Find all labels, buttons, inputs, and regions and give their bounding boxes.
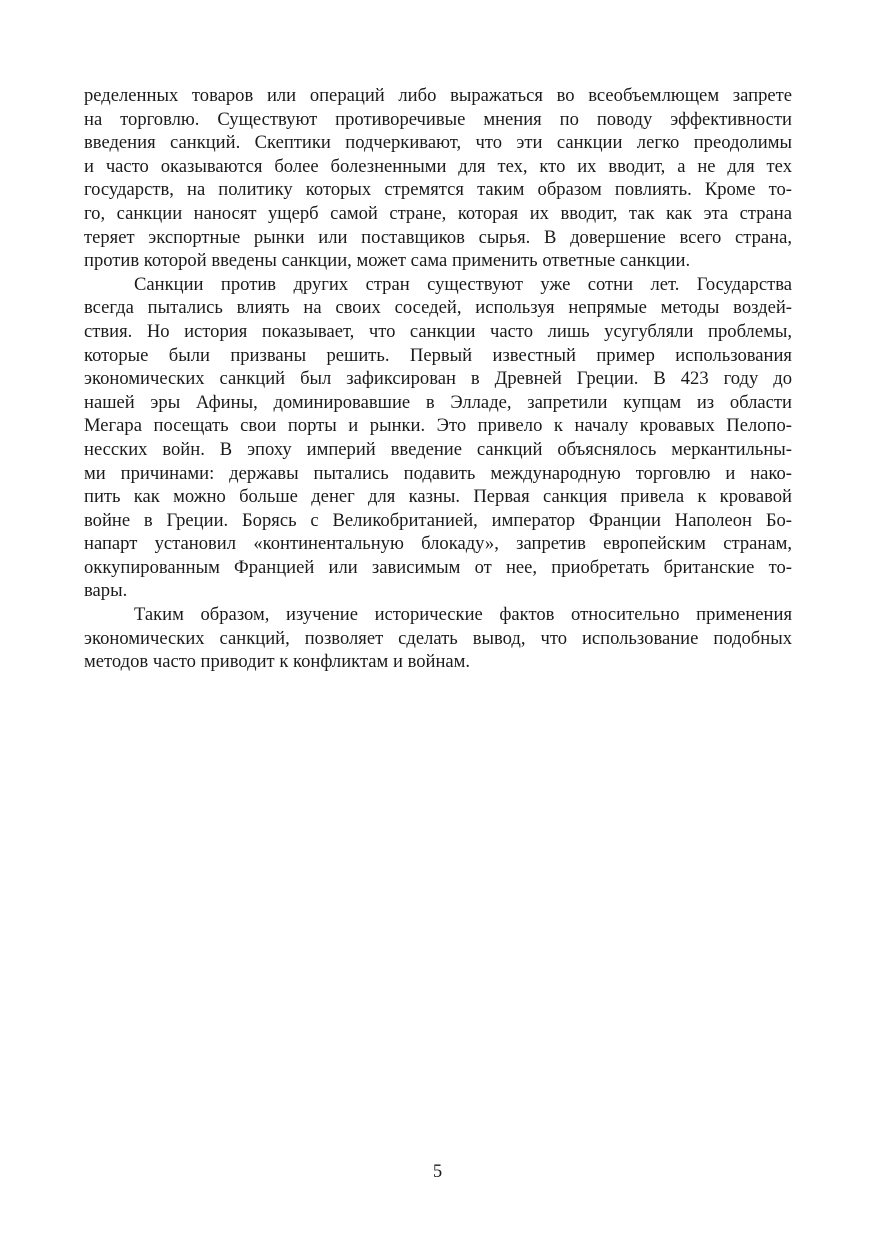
text-line: вары. [84, 580, 128, 602]
text-line: экономических санкций, позволяет сделать вывод, что использование подобных [84, 627, 792, 649]
text-line: введения санкций. Скептики подчеркивают, что эти санкции легко преодолимы [84, 132, 792, 154]
text-line: государств, на политику которых стремятся таким образом повлиять. Кроме то- [84, 179, 792, 201]
text-line: пить как можно больше денег для казны. Первая санкция привела к кровавой [84, 486, 792, 508]
text-line: Санкции против других стран существуют уже сотни лет. Государства [134, 273, 792, 295]
text-line: которые были призваны решить. Первый известный пример использования [84, 344, 792, 366]
text-line: напарт установил «континентальную блокаду», запретив европейским странам, [84, 533, 792, 555]
paragraph-1 [84, 84, 792, 273]
text-line: войне в Греции. Борясь с Великобританией, император Франции Наполеон Бо- [84, 509, 792, 531]
text-line: методов часто приводит к конфликтам и войнам. [84, 651, 471, 673]
text-line: и часто оказываются более болезненными для тех, кто их вводит, а не для тех [84, 155, 792, 177]
document-body [84, 84, 792, 674]
text-line: всегда пытались влиять на своих соседей, используя непрямые методы воздей- [84, 297, 792, 319]
text-line: оккупированным Францией или зависимым от нее, приобретать британские то- [84, 556, 792, 578]
text-line: на торговлю. Существуют противоречивые мнения по поводу эффективности [84, 108, 792, 130]
text-line: несских войн. В эпоху империй введение санкций объяснялось меркантильны- [84, 438, 792, 460]
text-line: ствия. Но история показывает, что санкции часто лишь усугубляли проблемы, [84, 320, 792, 342]
text-line: экономических санкций был зафиксирован в Древней Греции. В 423 году до [84, 368, 792, 390]
text-line: против которой введены санкции, может сама применить ответные санкции. [84, 250, 691, 272]
text-line: ределенных товаров или операций либо выражаться во всеобъемлющем запрете [84, 85, 792, 106]
paragraph-3 [84, 603, 792, 674]
text-line: теряет экспортные рынки или поставщиков сырья. В довершение всего страна, [84, 226, 792, 248]
text-line: Таким образом, изучение исторические фактов относительно применения [134, 604, 792, 626]
page-number: 5 [432, 1161, 443, 1182]
text-line: Мегара посещать свои порты и рынки. Это привело к началу кровавых Пелопо- [84, 415, 792, 437]
text-line: нашей эры Афины, доминировавшие в Элладе, запретили купцам из области [84, 391, 792, 413]
text-line: го, санкции наносят ущерб самой стране, которая их вводит, так как эта страна [84, 202, 792, 224]
paragraph-2 [84, 273, 792, 603]
text-line: ми причинами: державы пытались подавить международную торговлю и нако- [84, 462, 792, 484]
